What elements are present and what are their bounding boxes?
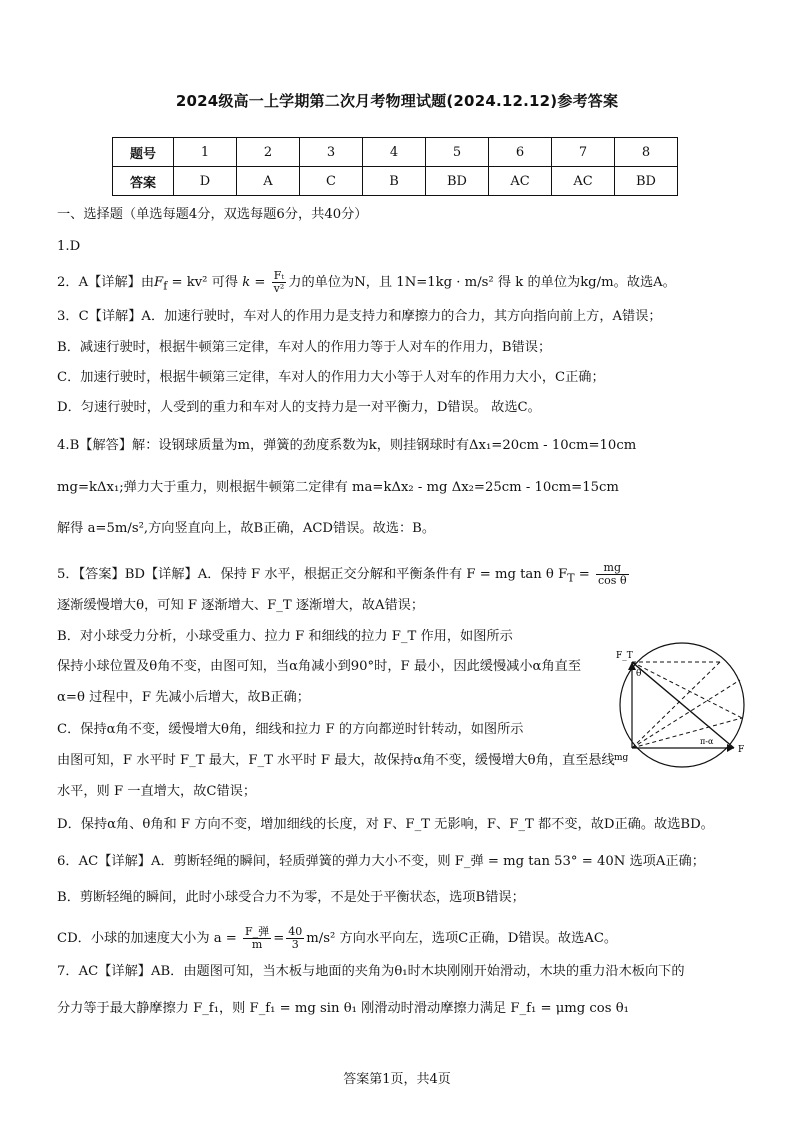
force-diagram — [610, 640, 760, 770]
q2-eq: = kv² 可得 — [167, 275, 243, 290]
q1-answer: 1.D — [57, 239, 81, 254]
q5-num: mg — [596, 562, 629, 575]
diagram-dashed-4 — [632, 662, 742, 718]
q5-line-5: α=θ 过程中，F 先减小后增大，故B正确； — [57, 690, 310, 705]
table-cell: BD — [426, 167, 489, 196]
q6-den2: 3 — [291, 938, 299, 951]
q5-line-1 — [57, 562, 631, 588]
table-cell: 4 — [363, 138, 426, 167]
q2-fraction — [272, 270, 287, 295]
q6-num2: 40 — [288, 925, 303, 938]
q6-line-1: 6．AC【详解】A．剪断轻绳的瞬间，轻质弹簧的弹力大小不变，则 F_弹 = mg tan 53° = 40N 选项A正确； — [57, 854, 705, 869]
q5-line-7: 由图可知，F 水平时 F_T 最大，F_T 水平时 F 最大，故保持α角不变，缓慢增大θ角，直至悬线 — [57, 753, 615, 768]
q2-den: v² — [273, 282, 285, 295]
q6-fraction-1 — [243, 926, 271, 951]
table-row-answers — [113, 167, 678, 196]
q6-l3-pre: CD．小球的加速度大小为 a = — [57, 931, 237, 946]
table-cell: 1 — [174, 138, 237, 167]
q4-line-2: mg=kΔx₁;弹力大于重力，则根据牛顿第二定律有 ma=kΔx₂ - mg Δx₂=25cm - 10cm=15cm — [57, 480, 619, 495]
section-heading: 一、选择题（单选每题4分，双选每题6分，共40分） — [57, 207, 368, 222]
table-cell: BD — [615, 167, 678, 196]
q6-eq: = — [273, 931, 285, 946]
q2-post: 力的单位为N，且 1N=1kg · m/s² 得 k 的单位为kg/m。故选A。 — [288, 275, 676, 290]
table-cell: 5 — [426, 138, 489, 167]
q6-line-2: B．剪断轻绳的瞬间，此时小球受合力不为零，不是处于平衡状态，选项B错误； — [57, 890, 525, 905]
q7-line-1: 7．AC【详解】AB．由题图可知，当木板与地面的夹角为θ₁时木块刚刚开始滑动，木块的重力沿木板向下的 — [57, 964, 685, 979]
table-cell: A — [237, 167, 300, 196]
table-cell: 6 — [489, 138, 552, 167]
q2-num: Fₜ — [272, 270, 287, 283]
q5-l1-sub: T — [567, 571, 575, 585]
q3-line-d: D．匀速行驶时，人受到的重力和车对人的支持力是一对平衡力，D错误。 故选C。 — [57, 400, 541, 415]
page-title: 2024级高一上学期第二次月考物理试题(2024.12.12)参考答案 — [175, 92, 619, 110]
q5-l1-eq: = — [574, 567, 590, 582]
table-cell: 2 — [237, 138, 300, 167]
q5-line-9: D．保持α角、θ角和 F 方向不变，增加细线的长度，对 F、F_T 无影响，F、F_T 都不变，故D正确。故选BD。 — [57, 817, 714, 832]
q4-line-1: 4.B【解答】解：设钢球质量为m，弹簧的劲度系数为k，则挂钢球时有Δx₁=20cm - 10cm=10cm — [57, 438, 637, 453]
q2-line — [57, 270, 676, 296]
q7-line-2: 分力等于最大静摩擦力 F_f₁，则 F_f₁ = mg sin θ₁ 刚滑动时滑动摩擦力满足 F_f₁ = μmg cos θ₁ — [57, 1001, 629, 1016]
diagram-dashed-1 — [632, 662, 720, 748]
q6-den1: m — [251, 938, 263, 951]
diagram-label-theta: θ — [636, 669, 642, 679]
diagram-label-f: F — [738, 745, 745, 755]
diagram-label-ft: F_T — [616, 651, 633, 661]
answer-table — [112, 137, 678, 196]
q6-line-3 — [57, 926, 617, 951]
q2-f: F — [154, 275, 164, 290]
q5-den: cos θ — [598, 574, 627, 587]
table-cell: 8 — [615, 138, 678, 167]
table-cell: 7 — [552, 138, 615, 167]
q5-fraction — [596, 562, 629, 587]
q4-line-3: 解得 a=5m/s²,方向竖直向上，故B正确，ACD错误。故选：B。 — [57, 521, 436, 536]
q3-line-a: 3．C【详解】A．加速行驶时，车对人的作用力是支持力和摩擦力的合力，其方向指向前上方，A错误； — [57, 309, 662, 324]
table-cell: AC — [552, 167, 615, 196]
q6-l3-post: m/s² 方向水平向左，选项C正确，D错误。故选AC。 — [306, 931, 618, 946]
table-head-answer: 答案 — [113, 167, 174, 196]
table-cell: 3 — [300, 138, 363, 167]
q5-line-8: 水平，则 F 一直增大，故C错误； — [57, 784, 257, 799]
table-cell: AC — [489, 167, 552, 196]
table-head-number: 题号 — [113, 138, 174, 167]
q2-f-sub: f — [163, 279, 168, 293]
q5-line-2: 逐渐缓慢增大θ，可知 F 逐渐增大、F_T 逐渐增大，故A错误； — [57, 598, 425, 613]
q5-line-6: C．保持α角不变，缓慢增大θ角，细线和拉力 F 的方向都逆时针转动，如图所示 — [57, 722, 524, 737]
q3-line-b: B．减速行驶时，根据牛顿第三定律，车对人的作用力等于人对车的作用力，B错误； — [57, 340, 552, 355]
q3-line-c: C．加速行驶时，根据牛顿第三定律，车对人的作用力大小等于人对车的作用力大小，C正确； — [57, 370, 605, 385]
q2-k: k = — [242, 275, 266, 290]
diagram-label-angle: π-α — [700, 737, 714, 746]
page-footer: 答案第1页，共4页 — [343, 1072, 451, 1087]
q6-num1: F_弹 — [245, 925, 270, 938]
q6-fraction-2 — [286, 926, 304, 951]
table-cell: B — [363, 167, 426, 196]
diagram-dashed-3 — [632, 718, 742, 748]
q2-pre: 2．A【详解】由 — [57, 275, 155, 290]
diagram-dashed-2 — [632, 680, 740, 748]
diagram-label-mg: mg — [614, 753, 629, 763]
table-row-numbers — [113, 138, 678, 167]
q5-line-4: 保持小球位置及θ角不变，由图可知，当α角减小到90°时，F 最小，因此缓慢减小α角直至 — [57, 659, 582, 674]
table-cell: C — [300, 167, 363, 196]
diagram-diagonal — [632, 662, 734, 748]
table-cell: D — [174, 167, 237, 196]
q5-line-3: B．对小球受力分析，小球受重力、拉力 F 和细线的拉力 F_T 作用，如图所示 — [57, 629, 513, 644]
q5-l1-pre: 5．【答案】BD【详解】A．保持 F 水平，根据正交分解和平衡条件有 F = mg tan θ F — [57, 567, 568, 582]
